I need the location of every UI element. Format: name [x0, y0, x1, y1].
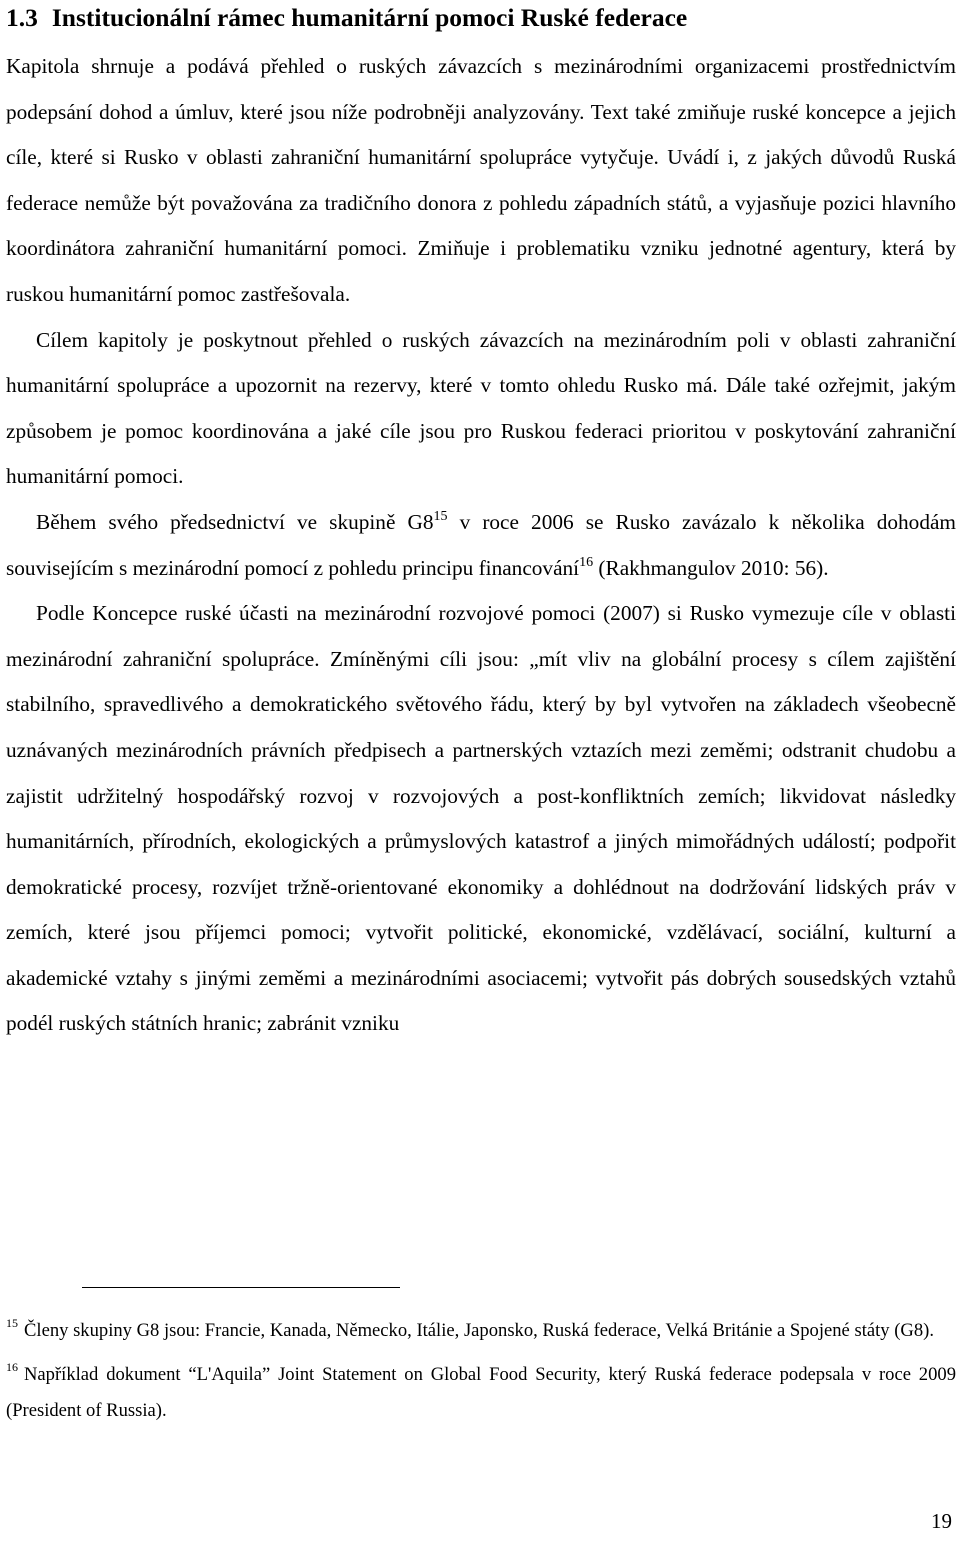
footnote-ref-16[interactable]: 16 [579, 554, 594, 570]
paragraph-2 [6, 318, 956, 500]
footnote-16 [6, 1357, 956, 1429]
paragraph-text: Podle Koncepce ruské účasti na mezinárodní rozvojové pomoci (2007) si Rusko vymezuje cíle v oblasti mezinárodní zahraniční spolupráce. Zmíněnými cíli jsou: „mít vliv na globální procesy s cílem zajištění stabilního, spravedlivého a demokratického světového řádu, který by byl vytvořen na základech všeobecně uznávaných mezinárodních právních předpisech a partnerských vztazích mezi zeměmi; odstranit chudobu a zajistit udržitelný hospodářský rozvoj v rozvojových a post-konfliktních zemích; likvidovat následky humanitárních, přírodních, ekologických a průmyslových katastrof a jiných mimořádných událostí; podpořit demokratické procesy, rozvíjet tržně-orientované ekonomiky a dohlédnout na dodržování lidských práv v zemích, které jsou příjemci pomoci; vytvořit politické, ekonomické, vzdělávací, sociální, kulturní a akademické vztahy s jinými zeměmi a mezinárodními asociacemi; vytvořit pás dobrých sousedských vztahů podél ruských státních hranic; zabránit vzniku [6, 601, 956, 1036]
footnote-text: Například dokument “L'Aquila” Joint Statement on Global Food Security, který Ruská federace podepsala v roce 2009 (President of Russia). [6, 1364, 956, 1421]
paragraph-text: Kapitola shrnuje a podává přehled o ruských závazcích s mezinárodními organizacemi prostřednictvím podepsání dohod a úmluv, které jsou níže podrobněji analyzovány. Text také zmiňuje ruské koncepce a jejich cíle, které si Rusko v oblasti zahraniční humanitární spolupráce vytyčuje. Uvádí i, z jakých důvodů Ruská federace nemůže být považována za tradičního donora z pohledu západních států, a vyjasňuje pozici hlavního koordinátora zahraniční humanitární pomoci. Zmiňuje i problematiku vzniku jednotné agentury, která by ruskou humanitární pomoc zastřešovala. [6, 54, 956, 306]
paragraph-text: Během svého předsednictví ve skupině G8 [36, 509, 434, 534]
footnote-number: 15 [6, 1316, 18, 1330]
footnote-number: 16 [6, 1360, 18, 1374]
page-number: 19 [931, 1509, 952, 1533]
paragraph-4 [6, 591, 956, 1047]
footnote-text: Členy skupiny G8 jsou: Francie, Kanada, Německo, Itálie, Japonsko, Ruská federace, Velká Británie a Spojené státy (G8). [24, 1320, 934, 1341]
footnote-15 [6, 1313, 956, 1349]
section-heading [6, 0, 956, 34]
document-page [6, 0, 956, 1047]
paragraph-3 [6, 500, 956, 591]
paragraph-text: Cílem kapitoly je poskytnout přehled o ruských závazcích na mezinárodním poli v oblasti zahraniční humanitární spolupráce a upozornit na rezervy, které v tomto ohledu Rusko má. Dále také ozřejmit, jakým způsobem je pomoc koordinována a jaké cíle jsou pro Ruskou federaci prioritou v poskytování zahraniční humanitární pomoci. [6, 327, 956, 489]
paragraph-text: v roce 2006 se Rusko zavázalo k několika dohodám souvisejícím s mezinárodní pomocí z pohledu principu financování [6, 509, 956, 580]
body-text [6, 44, 956, 1047]
paragraph-text: (Rakhmangulov 2010: 56). [593, 555, 829, 580]
paragraph-1 [6, 44, 956, 318]
footnote-ref-15[interactable]: 15 [433, 508, 448, 524]
section-number: 1.3 [6, 3, 38, 32]
section-title: Institucionální rámec humanitární pomoci Ruské federace [51, 3, 688, 32]
footnotes [6, 1313, 956, 1437]
footnote-separator [82, 1287, 400, 1288]
